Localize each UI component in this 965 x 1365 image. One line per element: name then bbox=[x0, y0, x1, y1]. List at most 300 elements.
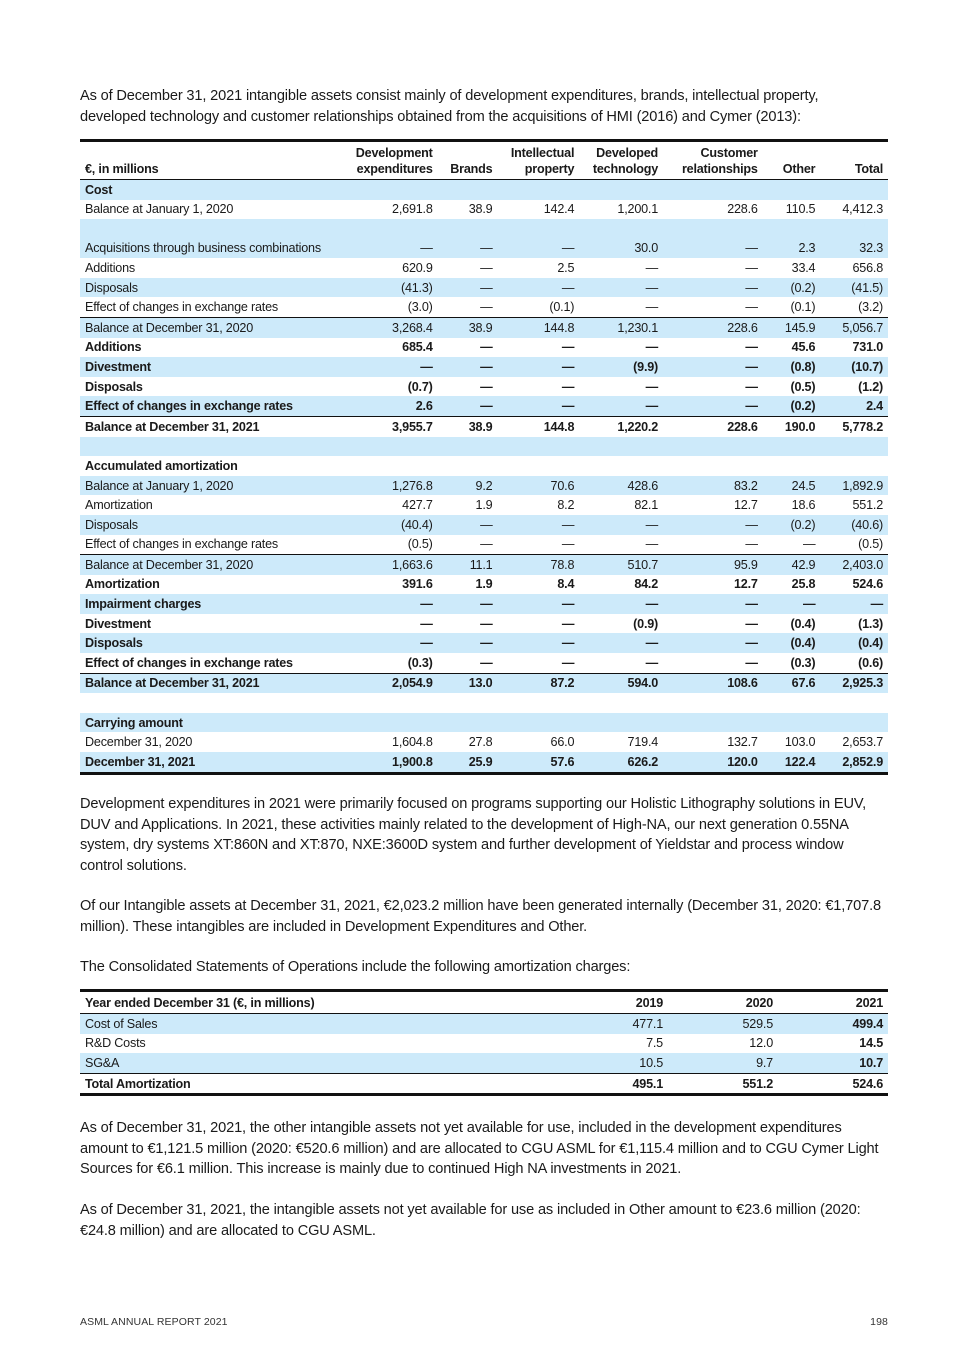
cell-value: 1,604.8 bbox=[392, 735, 433, 750]
cell-value: (1.2) bbox=[858, 379, 883, 394]
cell-value: (0.9) bbox=[633, 616, 659, 631]
row-label: Acquisitions through business combinations bbox=[80, 219, 348, 258]
cell-value: — bbox=[480, 340, 493, 355]
amortization-charges-table bbox=[80, 989, 888, 1096]
cell-value: 477.1 bbox=[558, 1014, 668, 1034]
cell-value bbox=[663, 180, 763, 200]
cell-value: 57.6 bbox=[497, 752, 579, 773]
cell-value: 1,892.9 bbox=[820, 476, 888, 496]
header-label: Year ended December 31 (€, in millions) bbox=[80, 991, 558, 1014]
header-brands: Brands bbox=[438, 141, 498, 180]
cell-value: 12.0 bbox=[749, 1036, 773, 1051]
cell-value: 626.2 bbox=[579, 752, 663, 773]
row-label: Accumulated amortization bbox=[85, 458, 238, 473]
cell-value bbox=[763, 693, 821, 713]
table-row bbox=[80, 1014, 888, 1034]
row-label: Disposals bbox=[80, 515, 348, 535]
cell-value: 551.2 bbox=[852, 498, 883, 513]
cell-value: 2.4 bbox=[820, 396, 888, 416]
cell-value bbox=[820, 693, 888, 713]
table-row bbox=[80, 357, 888, 377]
cell-value: 1,230.1 bbox=[579, 317, 663, 337]
cell-value: — bbox=[645, 300, 659, 315]
cell-value: — bbox=[745, 340, 758, 355]
cell-value bbox=[579, 437, 663, 457]
cell-value: 656.8 bbox=[852, 260, 883, 275]
cell-value: (0.4) bbox=[790, 616, 816, 631]
cell-value: 1.9 bbox=[475, 498, 493, 513]
cell-value: 529.5 bbox=[668, 1014, 778, 1034]
row-label: SG&A bbox=[80, 1053, 558, 1073]
table-row bbox=[80, 278, 888, 298]
row-label: Additions bbox=[85, 260, 136, 275]
table-row bbox=[80, 673, 888, 693]
cell-value: 495.1 bbox=[558, 1073, 668, 1095]
cell-value: — bbox=[579, 633, 663, 653]
cell-value: — bbox=[763, 594, 821, 614]
cell-value: 5,778.2 bbox=[820, 416, 888, 436]
table-row bbox=[80, 396, 888, 416]
cell-value: (0.1) bbox=[790, 300, 816, 315]
cell-value: 70.6 bbox=[497, 476, 579, 496]
row-label: Balance at December 31, 2021 bbox=[80, 673, 348, 693]
cell-value: 2,653.7 bbox=[842, 735, 883, 750]
cell-value: 524.6 bbox=[852, 577, 883, 592]
table-row bbox=[80, 575, 888, 595]
cell-value: 18.6 bbox=[791, 498, 816, 513]
cell-value: — bbox=[663, 594, 763, 614]
cell-value: — bbox=[438, 396, 498, 416]
cell-value bbox=[663, 437, 763, 457]
internally-generated-paragraph: Of our Intangible assets at December 31, 2021, €2,023.2 million have been generated internally (December 31, 2020: €1,707.8 million). These intangibles are included in Development Expenditures and Other. bbox=[80, 898, 881, 935]
row-label: Additions bbox=[85, 340, 142, 355]
cell-value: (0.5) bbox=[407, 537, 433, 552]
cell-value: 78.8 bbox=[497, 555, 579, 575]
cell-value: 2,852.9 bbox=[820, 752, 888, 773]
report-title: ASML ANNUAL REPORT 2021 bbox=[80, 1316, 228, 1328]
not-available-development-paragraph: As of December 31, 2021, the other intangible assets not yet available for use, included in the development expenditures amount to €1,121.5 million (2020: €520.6 million) and are allocated to CGU ASML for €1,115.4 million and to CGU Cymer Light Sources for €6.1 million. This increase is mainly due to continued High NA investments in 2021. bbox=[80, 1120, 879, 1177]
page-number: 198 bbox=[870, 1316, 888, 1328]
cell-value bbox=[820, 180, 888, 200]
cell-value bbox=[663, 456, 763, 476]
table-row bbox=[80, 633, 888, 653]
cell-value bbox=[663, 693, 763, 713]
cell-value: (0.3) bbox=[407, 655, 433, 670]
cell-value: 620.9 bbox=[402, 260, 433, 275]
table-row bbox=[80, 200, 888, 220]
cell-value: — bbox=[438, 515, 498, 535]
cell-value: — bbox=[480, 537, 493, 552]
table-row bbox=[80, 713, 888, 733]
cell-value: 120.0 bbox=[663, 752, 763, 773]
cell-value: — bbox=[745, 379, 758, 394]
row-label: Balance at December 31, 2021 bbox=[80, 416, 348, 436]
table-row bbox=[80, 377, 888, 397]
cell-value bbox=[497, 180, 579, 200]
cell-value: 2,403.0 bbox=[820, 555, 888, 575]
row-label: Disposals bbox=[85, 379, 143, 394]
cell-value: 551.2 bbox=[668, 1073, 778, 1095]
table-header-row bbox=[80, 141, 888, 180]
cell-value: 122.4 bbox=[763, 752, 821, 773]
row-label: Balance at December 31, 2020 bbox=[80, 317, 348, 337]
cell-value: (9.9) bbox=[579, 357, 663, 377]
cell-value: 3,955.7 bbox=[348, 416, 438, 436]
cell-value: — bbox=[579, 278, 663, 298]
cell-value: (0.2) bbox=[763, 396, 821, 416]
cell-value: (0.4) bbox=[820, 633, 888, 653]
header-2020: 2020 bbox=[668, 991, 778, 1014]
row-label: Carrying amount bbox=[80, 713, 348, 733]
cell-value: 84.2 bbox=[634, 577, 659, 592]
cell-value: — bbox=[745, 616, 758, 631]
table-row bbox=[80, 297, 888, 317]
cell-value: — bbox=[645, 379, 659, 394]
cell-value: (3.0) bbox=[407, 300, 433, 315]
cell-value: (41.3) bbox=[348, 278, 438, 298]
table-row bbox=[80, 535, 888, 555]
cell-value: 10.5 bbox=[558, 1053, 668, 1073]
row-label: December 31, 2021 bbox=[80, 752, 348, 773]
cell-value: 3,268.4 bbox=[348, 317, 438, 337]
cell-value: 142.4 bbox=[543, 202, 575, 217]
cell-value bbox=[497, 713, 579, 733]
cell-value: 83.2 bbox=[663, 476, 763, 496]
row-label: Disposals bbox=[80, 633, 348, 653]
table-body bbox=[80, 1014, 888, 1095]
cell-value: (0.2) bbox=[763, 515, 821, 535]
cell-value: 7.5 bbox=[646, 1036, 663, 1051]
cell-value: 427.7 bbox=[402, 498, 433, 513]
row-label: Total Amortization bbox=[80, 1073, 558, 1095]
cell-value: 145.9 bbox=[763, 317, 821, 337]
cell-value bbox=[438, 693, 498, 713]
cell-value: 524.6 bbox=[778, 1073, 888, 1095]
table-row bbox=[80, 180, 888, 200]
row-label: Effect of changes in exchange rates bbox=[85, 300, 278, 315]
cell-value: — bbox=[480, 655, 493, 670]
header-other: Other bbox=[763, 141, 821, 180]
cell-value: — bbox=[802, 537, 816, 552]
cell-value bbox=[579, 713, 663, 733]
cell-value: 1,276.8 bbox=[348, 476, 438, 496]
row-label: Amortization bbox=[85, 498, 153, 513]
cell-value: 132.7 bbox=[727, 735, 758, 750]
table-body bbox=[80, 180, 888, 774]
cell-value: — bbox=[497, 219, 579, 258]
cell-value: 719.4 bbox=[627, 735, 659, 750]
cell-value bbox=[497, 456, 579, 476]
cell-value: 42.9 bbox=[763, 555, 821, 575]
cell-value: — bbox=[497, 396, 579, 416]
not-available-other-paragraph: As of December 31, 2021, the intangible assets not yet available for use as included in Other amount to €23.6 million (2020: €24.8 million) and are allocated to CGU ASML. bbox=[80, 1202, 861, 1239]
cell-value: 228.6 bbox=[663, 416, 763, 436]
cell-value: 190.0 bbox=[763, 416, 821, 436]
cell-value: (0.7) bbox=[407, 379, 433, 394]
cell-value: — bbox=[745, 655, 758, 670]
cell-value: (10.7) bbox=[820, 357, 888, 377]
cell-value: — bbox=[745, 260, 758, 275]
row-label: December 31, 2020 bbox=[85, 735, 193, 750]
cell-value bbox=[820, 713, 888, 733]
development-expenditures-paragraph: Development expenditures in 2021 were primarily focused on programs supporting our Holistic Lithography solutions in EUV, DUV and Applications. In 2021, these activities mainly related to the development of High-NA, our next generation 0.55NA system, dry systems XT:860N and XT:870, NXE:3600D system and further development of Yieldstar and process window control solutions. bbox=[80, 796, 867, 874]
cell-value: 2,691.8 bbox=[392, 202, 433, 217]
row-label: Cost of Sales bbox=[80, 1014, 558, 1034]
table-row bbox=[80, 476, 888, 496]
row-label: Divestment bbox=[85, 616, 151, 631]
cell-value: (1.3) bbox=[858, 616, 883, 631]
header-intellectual-property: Intellectual property bbox=[497, 141, 579, 180]
cell-value: — bbox=[663, 278, 763, 298]
cell-value: 27.8 bbox=[468, 735, 493, 750]
cell-value: (0.8) bbox=[763, 357, 821, 377]
cell-value: 1,200.1 bbox=[617, 202, 659, 217]
cell-value: 685.4 bbox=[402, 340, 433, 355]
cell-value bbox=[348, 456, 438, 476]
cell-value bbox=[438, 456, 498, 476]
row-label: Amortization bbox=[85, 577, 160, 592]
cell-value: 2,054.9 bbox=[348, 673, 438, 693]
cell-value: — bbox=[438, 594, 498, 614]
cell-value: 108.6 bbox=[663, 673, 763, 693]
table-row bbox=[80, 732, 888, 752]
cell-value: 12.7 bbox=[734, 577, 758, 592]
cell-value: 66.0 bbox=[550, 735, 575, 750]
header-development-expenditures: Development expenditures bbox=[348, 141, 438, 180]
header-total: Total bbox=[820, 141, 888, 180]
table-header-row bbox=[80, 991, 888, 1014]
cell-value: 87.2 bbox=[497, 673, 579, 693]
table-row bbox=[80, 515, 888, 535]
cell-value: (3.2) bbox=[858, 300, 883, 315]
cell-value bbox=[348, 713, 438, 733]
cell-value: 2.6 bbox=[348, 396, 438, 416]
cell-value: — bbox=[497, 357, 579, 377]
table-row bbox=[80, 1053, 888, 1073]
cell-value: 5,056.7 bbox=[820, 317, 888, 337]
header-developed-technology: Developed technology bbox=[579, 141, 663, 180]
header-2021: 2021 bbox=[778, 991, 888, 1014]
cell-value: 9.2 bbox=[438, 476, 498, 496]
cell-value: 428.6 bbox=[579, 476, 663, 496]
cell-value: — bbox=[561, 616, 575, 631]
row-label bbox=[80, 693, 348, 713]
cell-value: — bbox=[663, 515, 763, 535]
cell-value: 82.1 bbox=[634, 498, 659, 513]
cell-value: 499.4 bbox=[778, 1014, 888, 1034]
cell-value: — bbox=[579, 594, 663, 614]
amortization-intro-paragraph: The Consolidated Statements of Operations include the following amortization charges: bbox=[80, 959, 631, 975]
table-row bbox=[80, 614, 888, 634]
cell-value: 4,412.3 bbox=[842, 202, 883, 217]
header-2019: 2019 bbox=[558, 991, 668, 1014]
cell-value: 144.8 bbox=[497, 416, 579, 436]
cell-value bbox=[763, 437, 821, 457]
cell-value bbox=[497, 693, 579, 713]
cell-value: — bbox=[480, 260, 493, 275]
cell-value: 25.9 bbox=[438, 752, 498, 773]
table-row bbox=[80, 495, 888, 515]
cell-value: — bbox=[745, 537, 758, 552]
cell-value: 510.7 bbox=[579, 555, 663, 575]
cell-value: 12.7 bbox=[734, 498, 758, 513]
cell-value bbox=[348, 180, 438, 200]
table-row bbox=[80, 1034, 888, 1054]
table-row bbox=[80, 338, 888, 358]
row-label: Impairment charges bbox=[80, 594, 348, 614]
cell-value: — bbox=[497, 633, 579, 653]
row-label: Cost bbox=[80, 180, 348, 200]
cell-value: 30.0 bbox=[579, 219, 663, 258]
table-row bbox=[80, 653, 888, 673]
cell-value bbox=[763, 180, 821, 200]
cell-value: 2.5 bbox=[557, 260, 575, 275]
cell-value bbox=[438, 180, 498, 200]
cell-value: 1,900.8 bbox=[348, 752, 438, 773]
cell-value: — bbox=[497, 515, 579, 535]
cell-value bbox=[663, 713, 763, 733]
header-label: €, in millions bbox=[80, 141, 348, 180]
row-label: Divestment bbox=[80, 357, 348, 377]
cell-value: (40.4) bbox=[348, 515, 438, 535]
cell-value bbox=[438, 713, 498, 733]
cell-value: — bbox=[348, 633, 438, 653]
cell-value: — bbox=[745, 300, 758, 315]
cell-value: (0.2) bbox=[763, 278, 821, 298]
cell-value bbox=[579, 456, 663, 476]
row-label: Effect of changes in exchange rates bbox=[85, 537, 278, 552]
cell-value: — bbox=[438, 357, 498, 377]
cell-value: (40.6) bbox=[820, 515, 888, 535]
intangible-assets-table bbox=[80, 139, 888, 775]
intro-paragraph: As of December 31, 2021 intangible assets consist mainly of development expenditures, brands, intellectual property, developed technology and customer relationships obtained from the acquisitions of HMI (2016) and Cymer (2013): bbox=[80, 88, 819, 125]
cell-value: 731.0 bbox=[852, 340, 883, 355]
row-label: R&D Costs bbox=[85, 1036, 146, 1051]
cell-value bbox=[763, 456, 821, 476]
page-footer bbox=[80, 1316, 888, 1328]
cell-value: (41.5) bbox=[820, 278, 888, 298]
cell-value bbox=[497, 437, 579, 457]
cell-value: — bbox=[663, 357, 763, 377]
cell-value: 38.9 bbox=[438, 416, 498, 436]
cell-value bbox=[820, 437, 888, 457]
cell-value: — bbox=[438, 278, 498, 298]
table-row bbox=[80, 555, 888, 575]
table-row bbox=[80, 594, 888, 614]
cell-value: — bbox=[561, 340, 575, 355]
row-label bbox=[80, 437, 348, 457]
cell-value: (0.5) bbox=[858, 537, 883, 552]
cell-value: 24.5 bbox=[763, 476, 821, 496]
table-row bbox=[80, 258, 888, 278]
cell-value: — bbox=[497, 278, 579, 298]
row-label: Balance at January 1, 2020 bbox=[85, 202, 234, 217]
cell-value: (0.6) bbox=[858, 655, 883, 670]
cell-value bbox=[348, 693, 438, 713]
cell-value: — bbox=[480, 300, 493, 315]
cell-value: 38.9 bbox=[438, 317, 498, 337]
cell-value: — bbox=[663, 633, 763, 653]
cell-value: (0.3) bbox=[790, 655, 816, 670]
cell-value: — bbox=[579, 396, 663, 416]
cell-value: — bbox=[663, 396, 763, 416]
cell-value: 8.4 bbox=[557, 577, 575, 592]
cell-value: 1.9 bbox=[475, 577, 493, 592]
cell-value: 228.6 bbox=[727, 202, 758, 217]
cell-value: — bbox=[480, 616, 493, 631]
table-row bbox=[80, 693, 888, 713]
cell-value: — bbox=[420, 616, 433, 631]
cell-value: — bbox=[497, 594, 579, 614]
cell-value: — bbox=[480, 379, 493, 394]
cell-value bbox=[579, 180, 663, 200]
header-customer-relationships: Customer relationships bbox=[663, 141, 763, 180]
cell-value: — bbox=[561, 379, 575, 394]
cell-value: — bbox=[645, 260, 659, 275]
cell-value bbox=[763, 713, 821, 733]
row-label: Disposals bbox=[80, 278, 348, 298]
cell-value: 9.7 bbox=[668, 1053, 778, 1073]
cell-value: — bbox=[645, 340, 659, 355]
cell-value: — bbox=[438, 633, 498, 653]
cell-value: — bbox=[348, 219, 438, 258]
row-label: Balance at January 1, 2020 bbox=[80, 476, 348, 496]
row-label: Balance at December 31, 2020 bbox=[80, 555, 348, 575]
cell-value: (0.4) bbox=[763, 633, 821, 653]
cell-value: 228.6 bbox=[663, 317, 763, 337]
cell-value bbox=[820, 456, 888, 476]
cell-value: — bbox=[645, 537, 659, 552]
table-row bbox=[80, 317, 888, 337]
cell-value: — bbox=[645, 655, 659, 670]
cell-value: 2,925.3 bbox=[820, 673, 888, 693]
cell-value bbox=[348, 437, 438, 457]
table-row bbox=[80, 219, 888, 258]
table-row bbox=[80, 1073, 888, 1095]
cell-value bbox=[579, 693, 663, 713]
cell-value: — bbox=[438, 219, 498, 258]
cell-value: 14.5 bbox=[859, 1036, 883, 1051]
cell-value: 103.0 bbox=[784, 735, 816, 750]
cell-value: 33.4 bbox=[791, 260, 816, 275]
cell-value: 95.9 bbox=[663, 555, 763, 575]
cell-value: 25.8 bbox=[791, 577, 816, 592]
row-label: Effect of changes in exchange rates bbox=[85, 655, 293, 670]
cell-value: 11.1 bbox=[438, 555, 498, 575]
cell-value: — bbox=[820, 594, 888, 614]
cell-value: 8.2 bbox=[557, 498, 575, 513]
cell-value: — bbox=[663, 219, 763, 258]
cell-value: — bbox=[348, 357, 438, 377]
table-row bbox=[80, 416, 888, 436]
cell-value: — bbox=[561, 537, 575, 552]
cell-value: 32.3 bbox=[820, 219, 888, 258]
cell-value: (0.5) bbox=[790, 379, 816, 394]
table-row bbox=[80, 456, 888, 476]
cell-value: 144.8 bbox=[497, 317, 579, 337]
row-label: Effect of changes in exchange rates bbox=[80, 396, 348, 416]
cell-value: 67.6 bbox=[763, 673, 821, 693]
cell-value: 1,220.2 bbox=[579, 416, 663, 436]
table-row bbox=[80, 752, 888, 773]
cell-value: 10.7 bbox=[778, 1053, 888, 1073]
cell-value: 45.6 bbox=[791, 340, 816, 355]
table-row bbox=[80, 437, 888, 457]
cell-value: 13.0 bbox=[438, 673, 498, 693]
cell-value bbox=[438, 437, 498, 457]
cell-value: 2.3 bbox=[763, 219, 821, 258]
cell-value: 1,663.6 bbox=[348, 555, 438, 575]
